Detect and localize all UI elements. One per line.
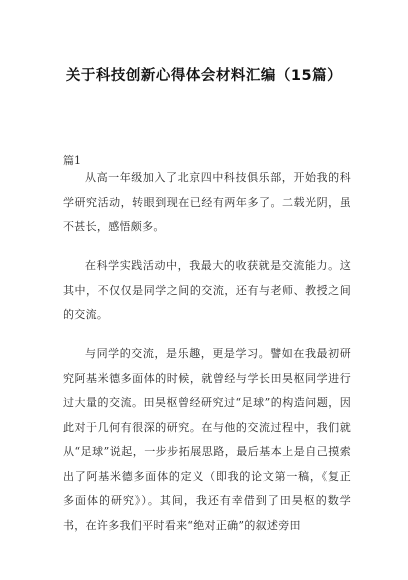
paragraph-2: 在科学实践活动中，我最大的收获就是交流能力。这其中，不仅仅是同学之间的交流，还有与老师、教授之间的交流。	[63, 259, 351, 321]
paragraph-3: 与同学的交流，是乐趣，更是学习。譬如在我最初研究阿基米德多面体的时候，就曾经与学长田昊枢同学进行过大量的交流。田昊枢曾经研究过“足球”的构造问题，因此对于几何有很深的研究。在与他的交流过程中，我们就从“足球”说起，一步步拓展思路，最后基本上是自己摸索出了阿基米德多面体的定义（即我的论文第一稿，《复正多面体的研究》）。其间，我还有幸借到了田昊枢的数学书，在许多我们平时看来“绝对正确”的叙述旁田	[63, 347, 351, 532]
paragraph-1: 从高一年级加入了北京四中科技俱乐部，开始我的科学研究活动，转眼到现在已经有两年多了。二载光阴，虽不甚长，感悟颇多。	[63, 171, 351, 233]
document-title: 关于科技创新心得体会材料汇编（15篇）	[65, 68, 343, 84]
section-label: 篇1	[63, 154, 81, 167]
